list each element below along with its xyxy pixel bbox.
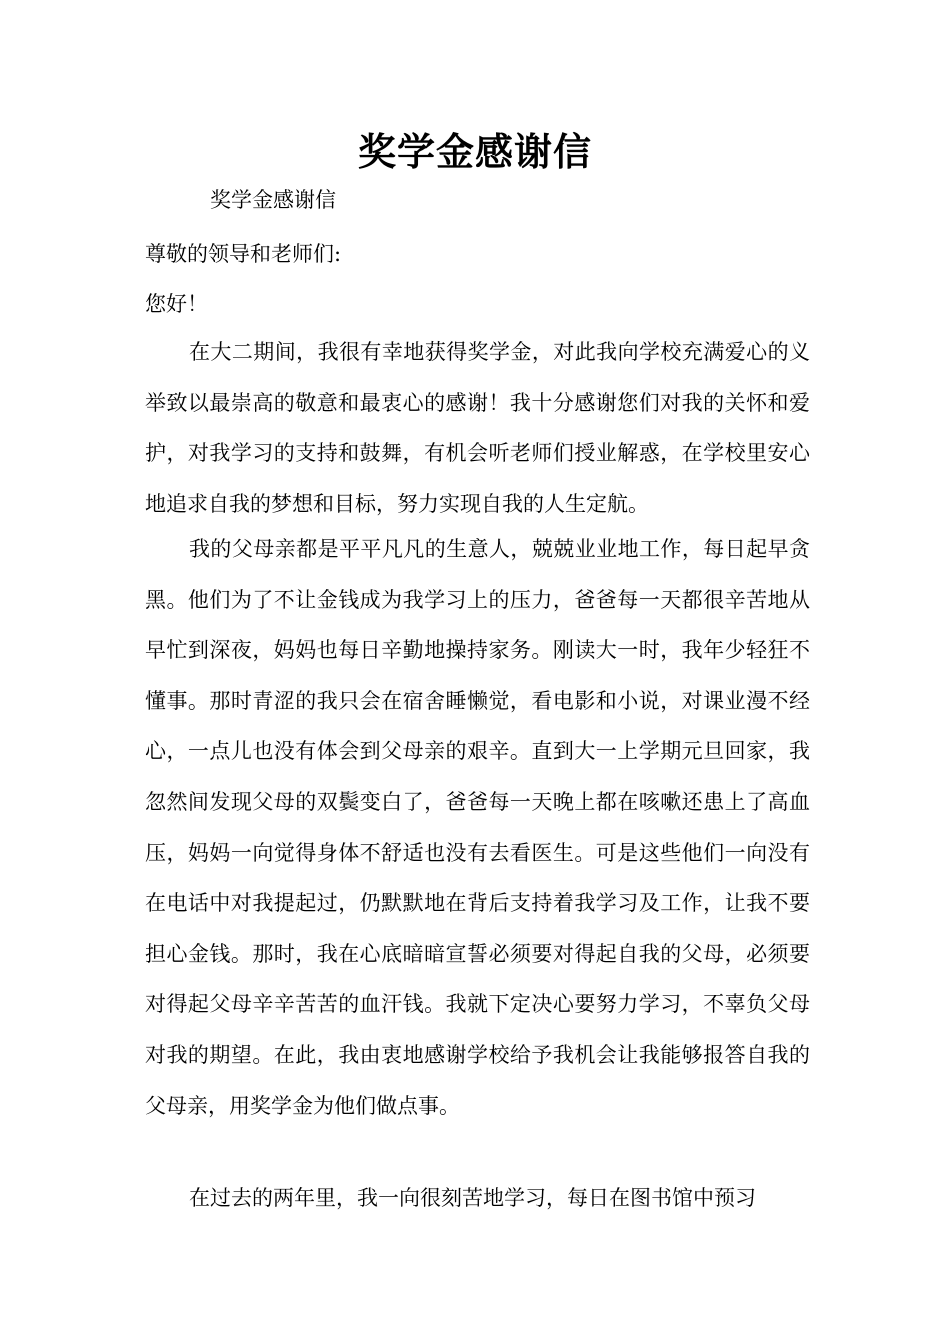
document-subtitle: 奖学金感谢信 — [210, 188, 336, 212]
body-paragraph: 在大二期间，我很有幸地获得奖学金，对此我向学校充满爱心的义举致以最崇高的敬意和最衷心的感谢！我十分感谢您们对我的关怀和爱护，对我学习的支持和鼓舞，有机会听老师们授业解惑，在学校里安心地追求自我的梦想和目标，努力实现自我的人生定航。 — [145, 340, 810, 516]
greeting: 您好！ — [145, 292, 208, 316]
salutation: 尊敬的领导和老师们: — [145, 242, 342, 266]
body-paragraph: 我的父母亲都是平平凡凡的生意人，兢兢业业地工作，每日起早贪黑。他们为了不让金钱成为我学习上的压力，爸爸每一天都很辛苦地从早忙到深夜，妈妈也每日辛勤地操持家务。刚读大一时，我年少轻狂不懂事。那时青涩的我只会在宿舍睡懒觉，看电影和小说，对课业漫不经心，一点儿也没有体会到父母亲的艰辛。直到大一上学期元旦回家，我忽然间发现父母的双鬓变白了，爸爸每一天晚上都在咳嗽还患上了高血压，妈妈一向觉得身体不舒适也没有去看医生。可是这些他们一向没有在电话中对我提起过，仍默默地在背后支持着我学习及工作，让我不要担心金钱。那时，我在心底暗暗宣誓必须要对得起自我的父母，必须要对得起父母辛辛苦苦的血汗钱。我就下定决心要努力学习，不辜负父母对我的期望。在此，我由衷地感谢学校给予我机会让我能够报答自我的父母亲，用奖学金为他们做点事。 — [145, 537, 810, 1118]
document-title: 奖学金感谢信 — [357, 130, 592, 174]
body-paragraph: 在过去的两年里，我一向很刻苦地学习，每日在图书馆中预习 — [189, 1186, 756, 1210]
